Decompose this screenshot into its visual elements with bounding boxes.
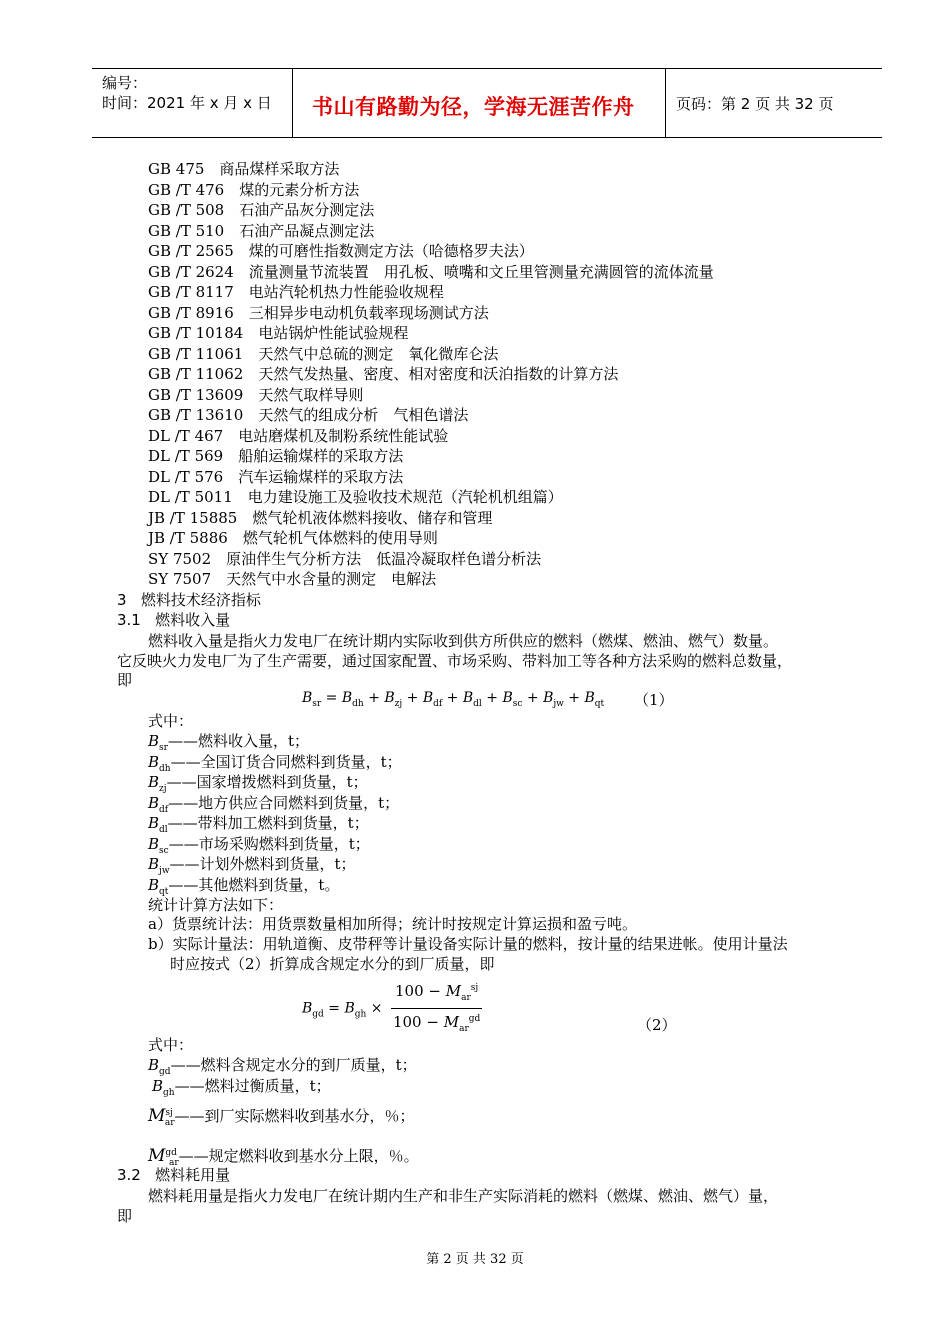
variable-subscript: dl [159,825,168,835]
standard-title: 煤的可磨性指数测定方法（哈德格罗夫法） [248,242,534,260]
definition-item [152,1076,331,1103]
variable-subscript: zj [159,784,167,794]
variable-subscript: ar [164,1118,175,1128]
variable-subscript: ar [168,1158,179,1168]
paragraph: 它反映火力发电厂为了生产需要，通过国家配置、市场采购、带料加工等各种方法采购的燃料总数量， [117,652,793,670]
standard-title: 原油伴生气分析方法 低温冷凝取样色谱分析法 [226,549,542,568]
definition-text: ——地方供应合同燃料到货量，t； [168,793,400,812]
standard-title: 三相异步电动机负载率现场测试方法 [248,303,489,322]
variable-subscript: jw [159,866,170,876]
page-footer: 第 2 页 共 32 页 [426,1252,524,1267]
standard-code: GB /T 11062 [148,365,244,383]
standard-item [148,323,408,343]
standard-code: GB /T 476 [148,180,225,199]
standard-item [148,385,363,405]
standard-code: JB /T 15885 [148,508,238,527]
header-right-cell [666,69,882,137]
standard-code: GB /T 13610 [148,406,244,424]
standard-title: 船舶运输煤样的采取方法 [238,447,404,465]
method-a: a）货票统计法：用货票数量相加所得；统计时按规定计算运损和盈亏吨。 [148,915,637,933]
standard-code: GB /T 8117 [148,283,234,301]
formula-2-number: （2） [637,1016,677,1034]
variable-subscript: sc [159,845,169,856]
standard-code: GB /T 8916 [148,303,234,322]
standard-title: 天然气中水含量的测定 电解法 [226,570,437,588]
standard-title: 天然气的组成分析 气相色谱法 [258,406,469,424]
variable-subscript: sr [159,743,168,753]
variable-symbol: M [148,1146,166,1166]
method-b-line2: 时应按式（2）折算成含规定水分的到厂质量，即 [170,955,495,973]
variable-symbol: B [148,1056,160,1074]
header-page-count: 页码：第 2 页 共 32 页 [676,95,834,113]
variable-subscript: dh [159,763,171,774]
definition-text: ——规定燃料收到基水分上限，％。 [178,1147,419,1165]
page-header [92,68,882,138]
standard-title: 煤的元素分析方法 [239,180,360,199]
standard-code: SY 7507 [148,570,212,588]
standard-title: 流量测量节流装置 用孔板、喷嘴和文丘里管测量充满圆管的流体流量 [248,262,714,281]
standard-item [148,344,498,364]
standard-code: GB /T 2624 [148,262,234,281]
variable-symbol: B [152,1077,164,1095]
standard-title: 汽车运输煤样的采取方法 [238,467,404,486]
section-title: 燃料技术经济指标 [140,591,261,609]
standard-item [148,159,339,179]
standard-item [148,241,534,261]
standard-item [148,200,374,220]
paragraph: 即 [117,671,133,689]
header-center-cell [292,69,666,137]
standard-item [148,262,714,282]
standard-code: GB 475 [148,160,205,178]
definition-text: ——燃料含规定水分的到厂质量，t； [170,1056,417,1074]
standard-item [148,487,563,507]
standard-item [148,282,444,302]
standard-item [148,446,403,466]
standard-item [148,508,492,528]
standard-code: DL /T 576 [148,467,224,486]
variable-symbol: B [148,773,160,791]
calc-intro: 统计计算方法如下： [148,896,284,914]
section-3-heading [117,590,261,610]
standard-item [148,303,489,323]
paragraph: 燃料收入量是指火力发电厂在统计期内实际收到供方所供应的燃料（燃煤、燃油、燃气）数量。 [148,632,779,650]
standard-item [148,426,448,446]
paragraph: 即 [117,1207,133,1225]
standard-code: GB /T 2565 [148,242,234,260]
standard-title: 天然气发热量、密度、相对密度和沃泊指数的计算方法 [258,365,619,383]
definition-text: ——全国订货合同燃料到货量，t； [170,752,402,771]
variable-symbol: B [148,855,160,873]
standard-title: 石油产品凝点测定法 [239,221,375,240]
standard-item [148,364,618,384]
formula-2-fraction: $\frac{100 - M_{ar}^{sj}}{100 - M_{ar}^{gd}}$ [391,978,482,1039]
section-3-2-heading [117,1165,230,1185]
variable-symbol: B [148,814,160,832]
standard-code: DL /T 5011 [148,488,233,506]
definition-item [148,1103,415,1133]
definition-text: ——计划外燃料到货量，t； [169,855,356,873]
definition-text: ——其他燃料到货量，t。 [168,875,340,894]
standard-title: 电力建设施工及验收技术规范（汽轮机机组篇） [247,488,563,506]
standard-code: GB /T 510 [148,221,225,240]
standard-title: 石油产品灰分测定法 [239,201,375,219]
definition-text: ——带料加工燃料到货量，t； [167,814,369,832]
doc-time-label: 时间：2021 年 x 月 x 日 [102,94,272,112]
standard-code: SY 7502 [148,549,212,568]
section-number: 3.2 [117,1166,141,1184]
standard-title: 天然气中总硫的测定 氧化微库仑法 [258,344,499,363]
variable-symbol: M [148,1106,166,1126]
standard-code: GB /T 13609 [148,385,244,404]
where-label: 式中： [148,1036,194,1054]
variable-symbol: B [148,875,160,894]
standard-item [148,569,436,589]
standard-code: GB /T 11061 [148,344,244,363]
variable-subscript: gd [159,1067,171,1077]
variable-symbol: B [148,793,160,812]
standard-item [148,405,468,425]
variable-subscript: qt [159,886,169,897]
where-label: 式中： [148,712,194,730]
formula-2: $B_{gd} = B_{gh}$ × $\frac{100 - M_{ar}^{sj}}{100 - M_{ar}^{gd}}$ [302,978,482,1039]
definition-text: ——燃料收入量，t； [167,732,309,750]
formula-1: $B_{sr} = B_{dh} + B_{zj} + B_{df} + B_{dl} + B_{sc} + B_{jw} + B_{qt}$ [302,690,605,709]
definition-text: ——市场采购燃料到货量，t； [168,834,370,853]
variable-symbol: B [148,752,160,771]
standard-item [148,180,359,200]
variable-superscript: sj [165,1108,173,1118]
standard-code: GB /T 508 [148,201,225,219]
variable-subscript: gh [163,1088,175,1098]
method-b-line1: b）实际计量法：用轨道衡、皮带秤等计量设备实际计量的燃料，按计量的结果进帐。使用计量法 [148,935,788,953]
section-3-1-heading [117,610,230,630]
standard-title: 商品煤样采取方法 [219,160,340,178]
formula-1-number: （1） [634,691,674,709]
standard-item [148,549,541,569]
standard-title: 天然气取样导则 [258,385,364,404]
variable-symbol: B [148,834,160,853]
definition-text: ——到厂实际燃料收到基水分，％； [174,1107,415,1125]
standard-item [148,528,438,548]
standard-title: 电站汽轮机热力性能验收规程 [248,283,444,301]
doc-number-label: 编号： [102,74,148,92]
variable-subscript: df [159,804,169,815]
standard-code: GB /T 10184 [148,324,244,342]
paragraph: 燃料耗用量是指火力发电厂在统计期内生产和非生产实际消耗的燃料（燃煤、燃油、燃气）量， [148,1187,779,1205]
variable-symbol: B [148,732,160,750]
standard-title: 电站锅炉性能试验规程 [258,324,409,342]
standard-title: 燃气轮机气体燃料的使用导则 [242,529,438,547]
header-left-cell [92,69,293,137]
section-number: 3.1 [117,611,141,629]
definition-text: ——燃料过衡质量，t； [174,1077,331,1095]
standard-item [148,467,403,487]
standard-item [148,221,374,241]
section-title: 燃料收入量 [155,611,231,629]
standard-code: DL /T 569 [148,447,224,465]
standard-code: DL /T 467 [148,426,224,445]
section-number: 3 [117,591,127,609]
definition-text: ——国家增拨燃料到货量，t； [166,773,368,791]
standard-title: 燃气轮机液体燃料接收、储存和管理 [252,508,493,527]
standard-title: 电站磨煤机及制粉系统性能试验 [238,426,449,445]
header-motto: 书山有路勤为径，学海无涯苦作舟 [312,95,635,119]
section-title: 燃料耗用量 [155,1166,231,1184]
variable-superscript: gd [165,1148,177,1158]
standard-code: JB /T 5886 [148,529,228,547]
